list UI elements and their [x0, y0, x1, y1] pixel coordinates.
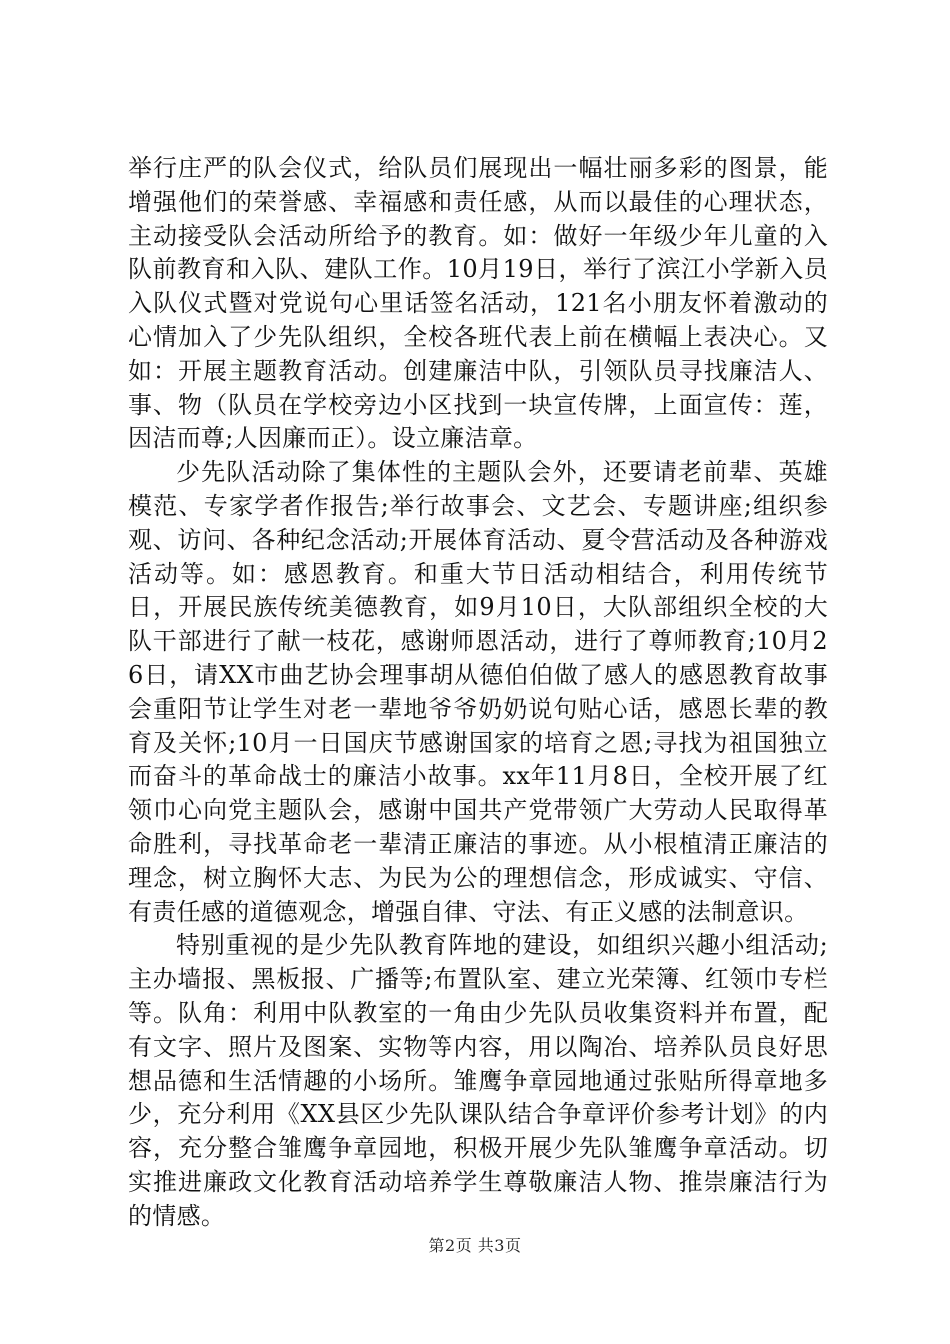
- page-footer: 第2页 共3页: [428, 1236, 522, 1255]
- paragraph-3: 特别重视的是少先队教育阵地的建设，如组织兴趣小组活动;主办墙报、黑板报、广播等;布置队室、建立光荣簿、红领巾专栏等。队角：利用中队教室的一角由少先队员收集资料并布置，配有文字、照片及图案、实物等内容，用以陶冶、培养队员良好思想品德和生活情趣的小场所。雏鹰争章园地通过张贴所得章地多少，充分利用《XX县区少先队课队结合争章评价参考计划》的内容，充分整合雏鹰争章园地，积极开展少先队雏鹰争章活动。切实推进廉政文化教育活动培养学生尊敬廉洁人物、推崇廉洁行为的情感。: [128, 931, 828, 1230]
- paragraph-1: 举行庄严的队会仪式，给队员们展现出一幅壮丽多彩的图景，能增强他们的荣誉感、幸福感和责任感，从而以最佳的心理状态，主动接受队会活动所给予的教育。如：做好一年级少年儿童的入队前教育和入队、建队工作。10月19日，举行了滨江小学新入员入队仪式暨对党说句心里话签名活动，121名小朋友怀着激动的心情加入了少先队组织，全校各班代表上前在横幅上表决心。又如：开展主题教育活动。创建廉洁中队，引领队员寻找廉洁人、事、物（队员在学校旁边小区找到一块宣传牌，上面宣传：莲，因洁而尊;人因廉而正）。设立廉洁章。: [128, 154, 828, 453]
- document-body: [128, 152, 828, 1234]
- paragraph-2: 少先队活动除了集体性的主题队会外，还要请老前辈、英雄模范、专家学者作报告;举行故事会、文艺会、专题讲座;组织参观、访问、各种纪念活动;开展体育活动、夏令营活动及各种游戏活动等。如：感恩教育。和重大节日活动相结合，利用传统节日，开展民族传统美德教育，如9月10日，大队部组织全校的大队干部进行了献一枝花，感谢师恩活动，进行了尊师教育;10月26日，请XX市曲艺协会理事胡从德伯伯做了感人的感恩教育故事会重阳节让学生对老一辈地爷爷奶奶说句贴心话，感恩长辈的教育及关怀;10月一日国庆节感谢国家的培育之恩;寻找为祖国独立而奋斗的革命战士的廉洁小故事。xx年11月8日，全校开展了红领巾心向党主题队会，感谢中国共产党带领广大劳动人民取得革命胜利，寻找革命老一辈清正廉洁的事迹。从小根植清正廉洁的理念，树立胸怀大志、为民为公的理想信念，形成诚实、守信、有责任感的道德观念，增强自律、守法、有正义感的法制意识。: [128, 458, 828, 926]
